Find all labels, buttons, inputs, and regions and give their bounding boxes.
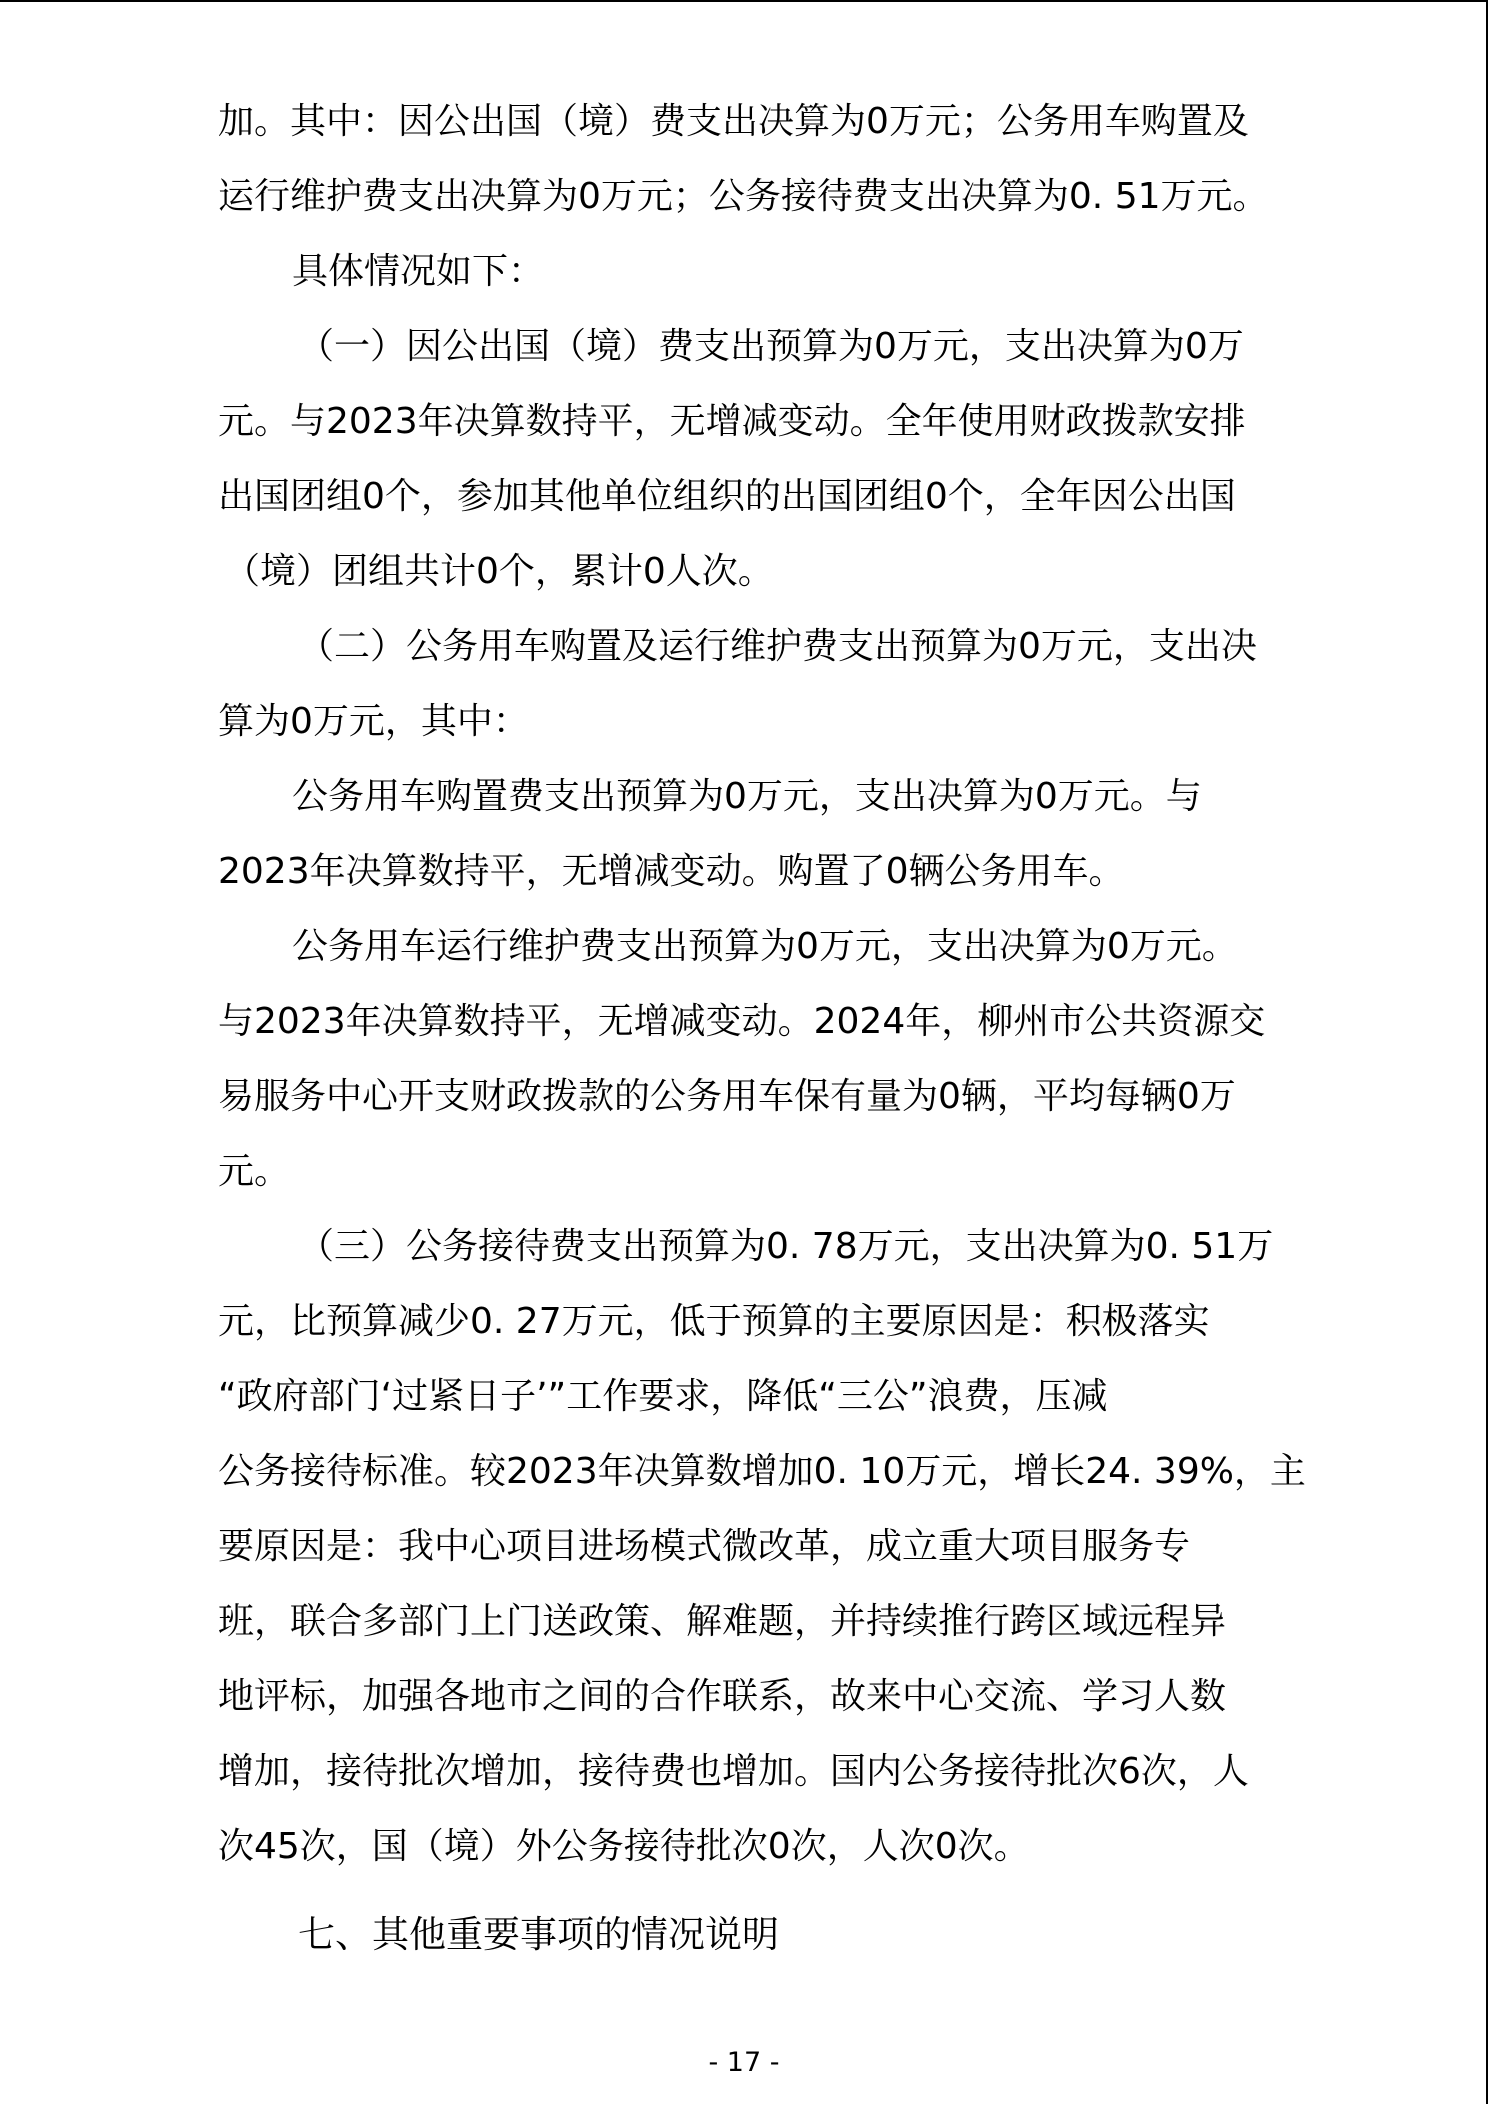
text-line: 公务用车运行维护费支出预算为0万元，支出决算为0万元。 bbox=[292, 926, 1238, 967]
text-line: 要原因是：我中心项目进场模式微改革，成立重大项目服务专 bbox=[218, 1526, 1191, 1567]
text-line: 加。其中：因公出国（境）费支出决算为0万元；公务用车购置及 bbox=[218, 101, 1249, 142]
text-line: 运行维护费支出决算为0万元；公务接待费支出决算为0. 51万元。 bbox=[218, 176, 1269, 217]
text-line: “政府部门‘过紧日子’”工作要求，降低“三公”浪费，压减 bbox=[218, 1376, 1108, 1417]
text-line: 公务用车购置费支出预算为0万元，支出决算为0万元。与 bbox=[292, 776, 1202, 817]
text-line: 具体情况如下： bbox=[292, 251, 545, 292]
text-line: 次45次，国（境）外公务接待批次0次，人次0次。 bbox=[218, 1826, 1030, 1867]
page-number: - 17 - bbox=[708, 2047, 780, 2078]
text-line: 出国团组0个，参加其他单位组织的出国团组0个，全年因公出国 bbox=[218, 476, 1236, 517]
text-line: 班，联合多部门上门送政策、解难题，并持续推行跨区域远程异 bbox=[218, 1601, 1227, 1642]
text-line: 元。 bbox=[218, 1151, 291, 1192]
text-line: 算为0万元，其中： bbox=[218, 701, 529, 742]
section-heading: 七、其他重要事项的情况说明 bbox=[298, 1913, 779, 1956]
text-line: （三）公务接待费支出预算为0. 78万元，支出决算为0. 51万 bbox=[298, 1226, 1274, 1267]
text-line: 增加，接待批次增加，接待费也增加。国内公务接待批次6次，人 bbox=[218, 1751, 1249, 1792]
text-line: 2023年决算数持平，无增减变动。购置了0辆公务用车。 bbox=[218, 851, 1125, 892]
text-line: （境）团组共计0个，累计0人次。 bbox=[224, 551, 774, 592]
text-line: 元，比预算减少0. 27万元，低于预算的主要原因是：积极落实 bbox=[218, 1301, 1210, 1342]
text-line: 地评标，加强各地市之间的合作联系，故来中心交流、学习人数 bbox=[218, 1676, 1227, 1717]
text-line: 易服务中心开支财政拨款的公务用车保有量为0辆，平均每辆0万 bbox=[218, 1076, 1236, 1117]
top-border bbox=[0, 0, 1488, 2]
text-line: 公务接待标准。较2023年决算数增加0. 10万元，增长24. 39%，主 bbox=[218, 1451, 1306, 1492]
text-line: 与2023年决算数持平，无增减变动。2024年，柳州市公共资源交 bbox=[218, 1001, 1266, 1042]
text-line: 元。与2023年决算数持平，无增减变动。全年使用财政拨款安排 bbox=[218, 401, 1246, 442]
text-line: （二）公务用车购置及运行维护费支出预算为0万元，支出决 bbox=[298, 626, 1257, 667]
text-line: （一）因公出国（境）费支出预算为0万元，支出决算为0万 bbox=[298, 326, 1244, 367]
